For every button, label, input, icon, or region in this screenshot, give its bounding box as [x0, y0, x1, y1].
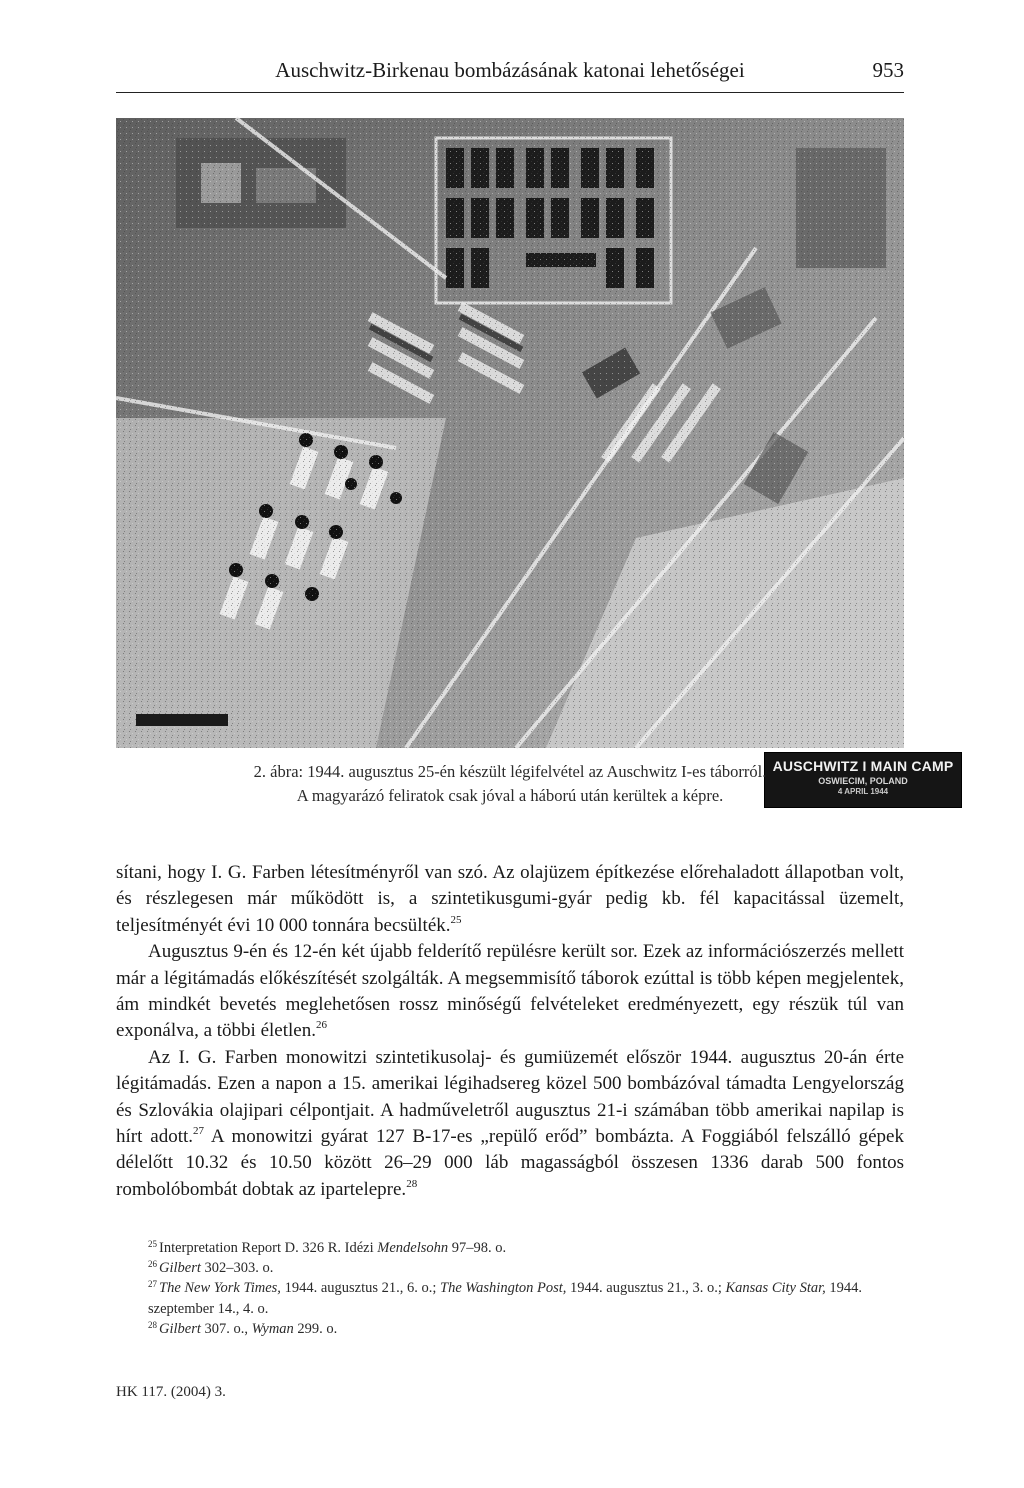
photo-label-title: AUSCHWITZ I MAIN CAMP — [772, 758, 954, 774]
paragraph-2-text: Augusztus 9-én és 12-én két újabb felderítő repülésre került sor. Ezek az információszerzés mellett már a légitámadás előkészítését szolgálták. A megsemmisítő táborok ezúttal is több képen megjelentek, ám mindkét bevetés meglehetősen rossz minőségű felvételeket eredményezett, egy részük túl van exponálva, a többi életlen. — [116, 941, 904, 1042]
paragraph-1-text: sítani, hogy I. G. Farben létesítményről van szó. Az olajüzem építkezése előrehaladott állapotban volt, és részlegesen már működött is, a szintetikusgumi-gyár pedig kb. fél kapacitással üzemelt, teljesítményét évi 10 000 tonnára becsülték. — [116, 862, 904, 936]
footnote-author: Mendelsohn — [377, 1240, 449, 1256]
footnote-text: Interpretation Report D. 326 R. Idézi — [159, 1240, 378, 1256]
footnote-ref-28: 28 — [406, 1177, 418, 1190]
photo-label-date: 4 APRIL 1944 — [837, 787, 889, 797]
journal-footer: HK 117. (2004) 3. — [116, 1384, 226, 1400]
footnote-source: Kansas City Star, — [725, 1280, 826, 1297]
body-text — [116, 860, 904, 1203]
footnote-author: Gilbert — [159, 1260, 201, 1277]
photo-label-location: OSWIECIM, POLAND — [818, 775, 908, 786]
footnote-source: The New York Times, — [159, 1280, 281, 1297]
paragraph-3-text-b: A monowitzi gyárat 127 B-17-es „repülő erőd” bombázta. A Foggiából felszálló gépek délelőtt 10.32 és 10.50 között 26–29 000 láb magasságból összesen 1336 darab 500 fontos rombolóbombát dobtak az ipartelepre. — [116, 1126, 904, 1200]
footnote-text: 307. o., — [200, 1320, 252, 1337]
caption-line-1: 2. ábra: 1944. augusztus 25-én készült légifelvétel az Auschwitz I-es táborról. — [253, 762, 767, 781]
footnote-number: 26 — [148, 1259, 157, 1270]
footnote-number: 27 — [148, 1279, 157, 1290]
footnote-text: 299. o. — [293, 1320, 338, 1337]
paragraph-3 — [116, 1045, 904, 1203]
footnote-ref-27: 27 — [193, 1125, 205, 1138]
running-title: Auschwitz-Birkenau bombázásának katonai lehetőségei — [275, 58, 745, 82]
paragraph-3-text-a: Az I. G. Farben monowitzi szintetikusolaj- és gumiüzemét először 1944. augusztus 20-án érte légitámadás. Ezen a napon a 15. amerikai légihadsereg közel 500 bombázóval támadta Lengyelország és Szlovákia olajipari célpontjait. A hadműveletről augusztus 21-i számában több amerikai napilap is hírt adott. — [116, 1046, 904, 1148]
footnote-text: 302–303. o. — [200, 1260, 274, 1277]
footnote-number: 25 — [148, 1239, 157, 1249]
footnote-ref-26: 26 — [315, 1019, 327, 1032]
footnotes — [116, 1238, 904, 1339]
paragraph-2 — [116, 939, 904, 1045]
figure-caption — [116, 760, 904, 808]
caption-line-2: A magyarázó feliratok csak jóval a háború után kerültek a képre. — [296, 786, 724, 805]
footnote-25 — [116, 1238, 904, 1258]
footnote-source: The Washington Post, — [440, 1280, 567, 1297]
footnote-number: 28 — [148, 1319, 157, 1330]
footnote-26 — [116, 1258, 904, 1278]
footnote-ref-25: 25 — [450, 913, 462, 926]
page-number: 953 — [872, 58, 904, 82]
footnote-text: 1944. augusztus 21., 3. o.; — [566, 1280, 726, 1297]
footnote-text: 97–98. o. — [448, 1240, 507, 1256]
running-header — [116, 56, 904, 93]
footnote-author: Gilbert — [159, 1320, 201, 1337]
footnote-27 — [116, 1278, 904, 1318]
paragraph-1 — [116, 860, 904, 939]
footnote-text: 1944. augusztus 21., 6. o.; — [280, 1280, 441, 1297]
footnote-text: 1944. szeptember 14., 4. o. — [148, 1280, 863, 1317]
footnote-28 — [116, 1319, 904, 1339]
footnote-author: Wyman — [251, 1320, 294, 1337]
